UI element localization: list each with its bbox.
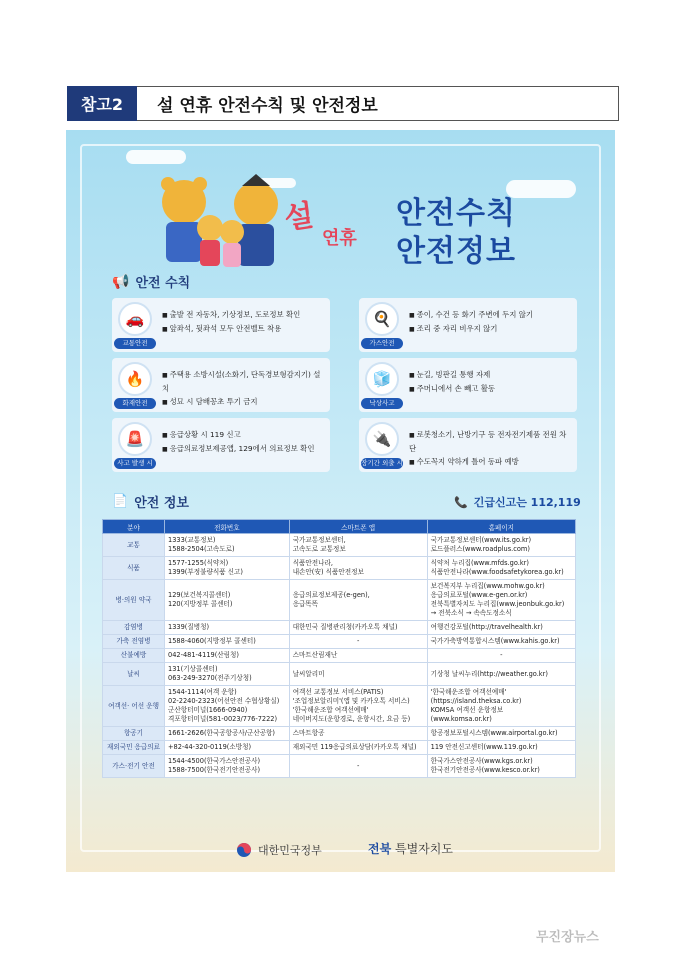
card-line: ■ 앞좌석, 뒷좌석 모두 안전벨트 착용 [162,322,326,336]
phone-text: 063-249-3270(전주기상청) [168,674,252,682]
web-text: (www.komsa.or.kr) [430,715,492,723]
tip-card-accident [112,418,330,472]
web-cell [427,534,575,557]
web-text: 국가가축방역통합시스템(www.kahis.go.kr) [430,637,560,645]
phone-cell [165,621,290,635]
table-row [103,755,576,778]
gov-name: 대한민국정부 [258,844,322,857]
table-row [103,649,576,663]
cat-cell [103,580,165,621]
phone-cell [165,727,290,741]
card-tag: 화재안전 [114,398,156,409]
cat-text: 가축 전염병 [116,637,151,645]
safety-info-table [102,519,576,778]
phone-cell [165,663,290,686]
phone-cell [165,534,290,557]
doc-header [67,86,619,121]
phone-cell [165,649,290,663]
cat-text: 항공기 [123,729,144,737]
car-icon: 🚗 [118,302,152,336]
web-text: 보건복지부 누리집(www.mohw.go.kr) [430,582,545,590]
app-cell [289,635,427,649]
app-text: 여객선 교통정보 서비스(PATIS) [292,688,384,696]
phone-text: 042-481-4119(산림청) [168,651,239,659]
cat-text: 식품 [127,563,140,572]
cat-cell [103,557,165,580]
card-tag: 장기간 외출 시 [361,459,403,467]
safety-rules-label: 안전 수칙 [135,276,191,291]
cat-text: 병·의원 약국 [115,595,152,604]
fall-icon: 🧊 [365,362,399,396]
app-cell [289,534,427,557]
phone-text: 1333(교통정보) [168,536,216,544]
table-row [103,635,576,649]
web-cell [427,663,575,686]
poster [66,130,615,872]
phone-cell [165,741,290,755]
app-text: 식품안전나라, [292,559,334,567]
web-cell [427,686,575,727]
taegeuk-icon [236,842,252,858]
app-cell [289,755,427,778]
emergency-call-text: 긴급신고는 112,119 [473,496,581,509]
web-text: (https://island.theksa.co.kr) [430,697,522,705]
reference-tag: 참고2 [67,86,137,121]
web-cell [427,755,575,778]
app-text: - [356,761,360,770]
column-header: 홈페이지 [427,520,575,534]
app-cell [289,663,427,686]
phone-text: 1588-2504(고속도로) [168,545,235,553]
card-tag: 가스안전 [361,338,403,349]
gas-stove-icon: 🍳 [365,302,399,336]
phone-cell [165,580,290,621]
card-tag: 사고 발생 시 [114,458,156,469]
phone-text: 129(보건복지콜센터) [168,591,231,599]
web-text: 응급의료포털(www.e-gen.or.kr) [430,591,528,599]
cat-cell [103,755,165,778]
title-safety-rules: 안전수칙 [396,196,516,231]
web-text: '한국해운조합 여객선예매' [430,688,507,696]
web-text: 식약처 누리집(www.mfds.go.kr) [430,559,529,567]
jeonbuk-logo [368,840,453,857]
app-text: 내손안(安) 식품안전정보 [292,568,364,576]
phone-cell [165,755,290,778]
app-cell [289,727,427,741]
phone-text: 1339(질병청) [168,623,210,631]
card-line: ■ 응급상황 시 119 신고 [162,428,326,442]
card-line: ■ 주머니에서 손 빼고 활동 [409,382,573,396]
cat-cell [103,649,165,663]
megaphone-icon: 📢 [112,273,130,290]
web-text: 로드플러스(www.roadplus.com) [430,545,530,553]
web-cell [427,635,575,649]
card-line: ■ 수도꼭지 약하게 틀어 동파 예방 [409,455,573,469]
card-line: ■ 출발 전 자동차, 기상정보, 도로정보 확인 [162,308,326,322]
app-cell [289,557,427,580]
card-tag: 낙상사고 [361,398,403,409]
phone-cell [165,686,290,727]
safety-rules-section-label [112,272,190,291]
cat-cell [103,621,165,635]
cat-text: 날씨 [127,669,140,678]
cat-cell [103,727,165,741]
document-icon: 📄 [112,494,129,509]
web-text: 항공정보포털시스템(www.airportal.go.kr) [430,729,558,737]
table-row [103,557,576,580]
phone-text: 1544-4500(한국가스안전공사) [168,757,261,765]
cat-text: 재외국민 응급의료 [106,743,161,751]
web-cell [427,557,575,580]
column-header: 스마트폰 앱 [289,520,427,534]
web-cell [427,580,575,621]
app-cell [289,580,427,621]
card-line: ■ 응급의료정보제공앱, 129에서 의료정보 확인 [162,442,326,456]
app-cell [289,649,427,663]
web-text: 한국가스안전공사(www.kgs.or.kr) [430,757,533,765]
phone-text: 1588-7500(한국전기안전공사) [168,766,261,774]
tip-card-gas [359,298,577,352]
phone-text: 군산항터미널(1666-0940) [168,706,248,714]
cat-text: 여객선· 어선 운행 [108,701,159,710]
cat-text: 가스·전기 안전 [112,761,155,770]
phone-text: 1399(부정불량식품 신고) [168,568,243,576]
column-header: 분야 [103,520,165,534]
web-cell [427,727,575,741]
tip-card-fire [112,358,330,412]
app-text: 네이버지도(운항경로, 운항시간, 요금 등) [292,715,411,723]
table-row [103,534,576,557]
app-text: 날씨알리미 [292,669,325,678]
app-text: 응급의료정보제공(e-gen), [292,591,370,599]
table-row [103,580,576,621]
card-tag: 교통안전 [114,338,156,349]
watermark: 무진장뉴스 [536,930,599,945]
web-cell [427,621,575,635]
card-line: ■ 로봇청소기, 난방기구 등 전자전기제품 전원 차단 [409,428,573,455]
table-row [103,663,576,686]
cat-cell [103,741,165,755]
cat-text: 교통 [127,540,140,549]
cat-cell [103,534,165,557]
web-cell [427,649,575,663]
phone-text: 131(기상콜센터) [168,665,218,673]
app-text: 국가교통정보센터, [292,536,346,544]
phone-text: 1588-4060(지방정부 콜센터) [168,637,256,645]
table-row [103,621,576,635]
table-row [103,727,576,741]
web-text: KOMSA 여객선 운항정보 [430,706,504,714]
phone-text: +82-44-320-0119(소방청) [168,743,252,751]
card-line: ■ 주택용 소방시설(소화기, 단독경보형감지기) 설치 [162,368,326,395]
cat-text: 감염병 [123,623,144,631]
web-text: 기상청 날씨누리(http://weather.go.kr) [430,669,548,678]
title-seol: 설 [282,198,316,237]
web-text: - [500,651,503,659]
phone-text: 1661-2626(한국공항공사/군산공항) [168,729,276,737]
app-text: 스마트산림재난 [292,651,338,659]
doc-title: 설 연휴 안전수칙 및 안전정보 [137,86,619,121]
jeonbuk-name: 전북 [368,842,392,856]
card-line: ■ 조리 중 자리 비우지 않기 [409,322,573,336]
web-text: 여행건강포털(http://travelhealth.kr) [430,623,543,631]
app-text: '한국해운조합 여객선예매' [292,706,369,714]
web-text: 식품안전나라(www.foodsafetykorea.go.kr) [430,568,564,576]
table-row [103,741,576,755]
phone-text: 02-2240-2323(어선안전 수협상황실) [168,697,280,705]
card-line: ■ 종이, 수건 등 화기 주변에 두지 않기 [409,308,573,322]
korea-government-logo [236,842,322,858]
phone-cell [165,635,290,649]
cloud-decoration [506,180,576,198]
app-text: 재외국민 119응급의료상담(카카오톡 채널) [292,743,417,751]
table-header-row [103,520,576,534]
app-text: - [356,637,360,645]
cloud-decoration [126,150,186,164]
column-header: 전화번호 [165,520,290,534]
safety-info-section-label [112,492,189,511]
tip-card-fall [359,358,577,412]
app-text: 응급똑똑 [292,600,319,608]
app-cell [289,621,427,635]
plug-icon: 🔌 [365,422,399,456]
phone-text: 1544-1114(여객 운항) [168,688,237,696]
emergency-call [454,494,581,510]
web-cell [427,741,575,755]
app-text: 고속도로 교통정보 [292,545,346,553]
app-text: '조업정보알리미'(앱 및 카카오톡 서비스) [292,697,410,705]
tip-card-outing [359,418,577,472]
tip-card-traffic [112,298,330,352]
web-text: 한국전기안전공사(www.kesco.or.kr) [430,766,540,774]
app-text: 대한민국 질병관리청(카카오톡 채널) [292,623,398,631]
app-cell [289,741,427,755]
phone-icon: 📞 [454,495,468,509]
phone-text: 격포항터미널(581-0023/776-7222) [168,715,278,723]
cat-text: 산불예방 [120,651,147,659]
cat-cell [103,686,165,727]
title-safety-info: 안전정보 [396,234,516,269]
web-text: 국가교통정보센터(www.its.go.kr) [430,536,532,544]
app-text: 스마트항공 [292,729,325,737]
web-text: → 전북소식 → 속속도정소식 [430,609,512,617]
web-text: 전북특별자치도 누리집(www.jeonbuk.go.kr) [430,600,565,608]
web-text: 119 안전신고센터(www.119.go.kr) [430,743,538,751]
title-yeonhyu: 연휴 [322,228,357,249]
tiger-characters-illustration [144,170,294,280]
card-line: ■ 눈길, 빙판길 통행 자제 [409,368,573,382]
cat-cell [103,635,165,649]
siren-icon: 🚨 [118,422,152,456]
cat-cell [103,663,165,686]
phone-text: 1577-1255(식약처) [168,559,229,567]
table-row [103,686,576,727]
phone-cell [165,557,290,580]
phone-text: 120(지방정부 콜센터) [168,600,233,608]
app-cell [289,686,427,727]
safety-info-label: 안전 정보 [134,496,189,511]
card-line: ■ 성묘 시 담배꽁초 투기 금지 [162,395,326,409]
jeonbuk-suffix: 특별자치도 [391,842,453,856]
fire-icon: 🔥 [118,362,152,396]
